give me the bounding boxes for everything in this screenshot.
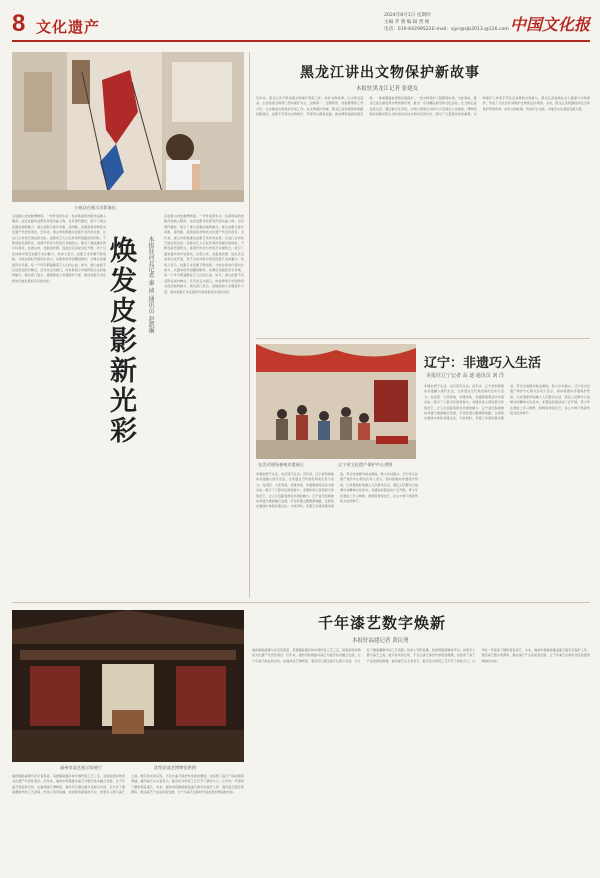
- article2-title: 黑龙江讲出文物保护新故事: [300, 65, 480, 81]
- market-photo-caption-left: 在活动现场参观非遗展示: [258, 462, 305, 467]
- article3-byline: 本报驻辽宁记者 高 迪 通讯员 刘 洋: [426, 373, 504, 379]
- section-rule: [256, 338, 590, 339]
- article3-body-bottom: 非遗来源于生活，也应回归生活。近年来，辽宁省积极推动非遗融入现代生活，让非遗在当代焕发新的生机与活力。在沈阳、大连等地，非遗市集、非遗展演等活动丰富多彩，吸引了大量市民游客参与。非遗传承人现场展示传统技艺，让人们近距离感受非遗的魅力。辽宁省还积极推动非遗与旅游融合发展，打造非遗主题旅游线路，让游客在旅途中体验非遗文化。与此同时，非遗工坊建设稳步推进，带动当地群众就业增收，助力乡村振兴。辽宁省文化遗产保护中心相关负责人表示，将持续推动非遗保护传承，让非遗更好地融入人民群众生活，满足人民群众日益增长的精神文化需求。非遗进校园活动广泛开展，青少年在课堂上学习剪纸、刺绣等传统技艺，在心中种下热爱传统文化的种子。: [256, 472, 418, 509]
- header-phone: 电话：010-64299522: [384, 27, 432, 32]
- market-photo-image: [256, 344, 416, 459]
- lacquer-photo-image: [12, 610, 244, 762]
- header-date: 2024年8月1日 星期四: [384, 13, 431, 18]
- newspaper-logo: 中国文化报: [510, 15, 591, 34]
- lacquer-photo-caption-left: 福州市漆艺展示馆展厅: [60, 765, 102, 770]
- bottom-divider: [12, 602, 590, 603]
- article2-body: 近年来，黑龙江省不断加强文物保护利用工作，讲好文物故事，让文物活起来。全省各级文物部门坚持保护为主、抢救第一、合理利用、加强管理的工作方针，扎实推进文物保护各项工作。在文物保护领域，黑龙江省积极探索新路径新模式，加强不可移动文物保护，开展考古调查发掘，推动博物馆高质量发展。一批重要遗址得到有效保护，一批文物保护工程顺利实施。与此同时，黑龙江省注重发挥文物资源优势，推出一系列精品展览和文化活动，让文物走进百姓生活。通过数字化手段，文物以更加生动的方式呈现在公众面前。博物馆里的讲解员用生动的语言讲述文物背后的历史，吸引了大量观众前来参观。文物保护工作离不开社会各界的共同参与，黑龙江省鼓励社会力量参与文物保护，形成了全社会共同保护文物的良好氛围。未来，黑龙江省将继续深化文物保护利用改革，讲好文物故事，传承历史文脉，为建设文化强省贡献力量。: [256, 96, 590, 117]
- article2-byline: 本报驻黑龙江记者 张建友: [356, 86, 419, 92]
- article4-body-right: 福州脱胎漆器与北京景泰蓝、景德镇瓷器并称中国传统工艺三宝，是国家级非物质文化遗产代表性项目。近年来，福州市积极推动漆艺与数字技术融合发展，让千年漆艺焕发新生机。在福州漆艺博物馆，观众可以通过数字化展示系统，全方位了解漆器制作的工艺流程。传承人利用直播、短视频等新媒体平台，向更多人展示漆艺之美。数字技术的应用，不仅让漆艺保护传承更加便捷，也拓宽了漆艺产品的销售渠道。福州漆艺从业者表示，数字化为传统工艺打开了新的大门，让年轻一代更加了解和喜爱漆艺。未来，福州市将继续推进漆艺数字化保护工作，建设漆艺数字资源库，推动漆艺产业高质量发展，让千年漆艺在新时代绽放更加绚丽的光彩。: [252, 648, 590, 663]
- article4-body-left: 福州脱胎漆器与北京景泰蓝、景德镇瓷器并称中国传统工艺三宝，是国家级非物质文化遗产代表性项目。近年来，福州市积极推动漆艺与数字技术融合发展，让千年漆艺焕发新生机。在福州漆艺博物馆，观众可以通过数字化展示系统，全方位了解漆器制作的工艺流程。传承人利用直播、短视频等新媒体平台，向更多人展示漆艺之美。数字技术的应用，不仅让漆艺保护传承更加便捷，也拓宽了漆艺产品的销售渠道。福州漆艺从业者表示，数字化为传统工艺打开了新的大门，让年轻一代更加了解和喜爱漆艺。未来，福州市将继续推进漆艺数字化保护工作，建设漆艺数字资源库，推动漆艺产业高质量发展，让千年漆艺在新时代绽放更加绚丽的光彩。: [12, 774, 244, 795]
- article1-body-left: 走进唐山市皮影博物馆，一件件造型生动、色彩艳丽的皮影作品映入眼帘。这些皮影作品既有传统戏曲人物，也有现代题材，展示了唐山皮影的独特魅力。唐山皮影又称乐亭影、滦州影，是国家级非物质文化遗产代表性项目。近年来，唐山市积极推动皮影艺术传承发展，让这门古老技艺焕发新光彩。皮影戏艺人们在传承传统剧目的同时，不断创新表现形式，将现代科技与传统艺术相结合，吸引了越来越多的年轻观众。在唐山市，皮影进校园、进社区活动常态化开展，孩子们在体验中感受皮影艺术的魅力。传承人表示，皮影艺术需要不断创新，才能在新时代保持生命力。从剧本创作到雕刻制作，从舞台表演到音乐伴奏，每一个环节都凝聚着艺人们的心血。如今，唐山皮影不仅活跃在国内舞台，还多次走出国门，向世界展示中国传统文化的独特魅力。相关部门表示，将继续加大非遗保护力度，推动皮影艺术在新时代焕发更加夺目的光彩。: [12, 214, 106, 283]
- article1-body-right: 走进唐山市皮影博物馆，一件件造型生动、色彩艳丽的皮影作品映入眼帘。这些皮影作品既有传统戏曲人物，也有现代题材，展示了唐山皮影的独特魅力。唐山皮影又称乐亭影、滦州影，是国家级非物质文化遗产代表性项目。近年来，唐山市积极推动皮影艺术传承发展，让这门古老技艺焕发新光彩。皮影戏艺人们在传承传统剧目的同时，不断创新表现形式，将现代科技与传统艺术相结合，吸引了越来越多的年轻观众。在唐山市，皮影进校园、进社区活动常态化开展，孩子们在体验中感受皮影艺术的魅力。传承人表示，皮影艺术需要不断创新，才能在新时代保持生命力。从剧本创作到雕刻制作，从舞台表演到音乐伴奏，每一个环节都凝聚着艺人们的心血。如今，唐山皮影不仅活跃在国内舞台，还多次走出国门，向世界展示中国传统文化的独特魅力。相关部门表示，将继续加大非遗保护力度，推动皮影艺术在新时代焕发更加夺目的光彩。: [164, 214, 244, 294]
- column-divider: [249, 52, 250, 598]
- header-email: E-mail：sjyc@sjb2013.@126.com: [432, 27, 509, 32]
- lacquer-photo: [12, 610, 244, 762]
- header-editor: 主编 齐 蕾 编 辑 贾 维: [384, 20, 430, 25]
- article4-byline: 本报驻福建记者 黄民勇: [352, 638, 409, 644]
- article3-body-right: 非遗来源于生活，也应回归生活。近年来，辽宁省积极推动非遗融入现代生活，让非遗在当代焕发新的生机与活力。在沈阳、大连等地，非遗市集、非遗展演等活动丰富多彩，吸引了大量市民游客参与。非遗传承人现场展示传统技艺，让人们近距离感受非遗的魅力。辽宁省还积极推动非遗与旅游融合发展，打造非遗主题旅游线路，让游客在旅途中体验非遗文化。与此同时，非遗工坊建设稳步推进，带动当地群众就业增收，助力乡村振兴。辽宁省文化遗产保护中心相关负责人表示，将持续推动非遗保护传承，让非遗更好地融入人民群众生活，满足人民群众日益增长的精神文化需求。非遗进校园活动广泛开展，青少年在课堂上学习剪纸、刺绣等传统技艺，在心中种下热爱传统文化的种子。: [424, 384, 590, 421]
- header-rule: [12, 40, 590, 42]
- market-photo-caption-right: 辽宁省文化遗产保护中心供图: [338, 462, 393, 467]
- article1-title: 焕发皮影新光彩: [105, 236, 136, 446]
- puppet-photo-image: [12, 52, 244, 202]
- article4-title: 千年漆艺数字焕新: [318, 614, 447, 632]
- section-title: 文化遗产: [36, 18, 101, 36]
- article3-title: 辽宁：非遗巧入生活: [424, 356, 542, 371]
- puppet-photo-caption: 小观众在展示皮影演出: [74, 205, 116, 210]
- puppet-photo: [12, 52, 244, 202]
- page-number: 8: [12, 10, 26, 37]
- lacquer-photo-caption-right: 沈绍安漆艺博物馆供图: [154, 765, 196, 770]
- market-photo: [256, 344, 416, 459]
- article1-byline: 本报驻河北记者 秦 祯 通讯员 赵凯琳: [147, 236, 154, 334]
- page-header: [12, 10, 590, 42]
